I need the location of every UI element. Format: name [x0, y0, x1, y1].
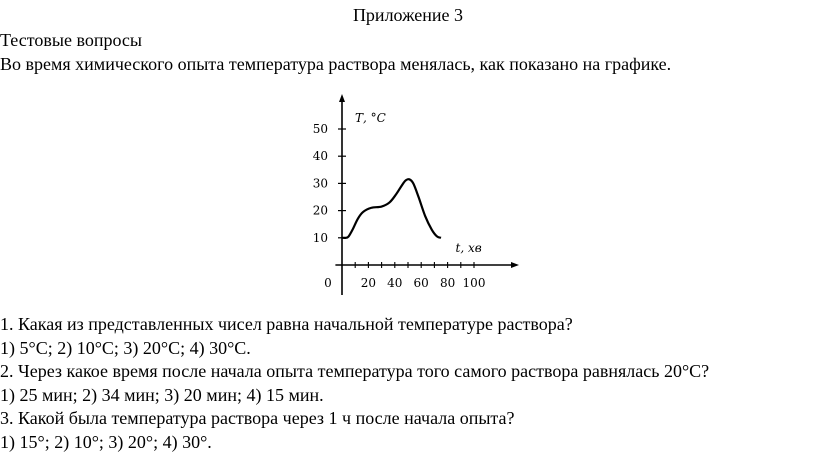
x-tick-label: 80 [439, 276, 456, 290]
answers-3: 1) 15°; 2) 10°; 3) 20°; 4) 30°. [0, 432, 212, 452]
question-3: 3. Какой была температура раствора через 1 ч после начала опыта? [0, 408, 515, 428]
x-axis-arrow [511, 262, 519, 268]
y-axis-arrow [339, 94, 345, 102]
intro-text: Во время химического опыта температура раствора менялась, как показано на графике. [0, 54, 672, 74]
question-1: 1. Какая из представленных чисел равна начальной температуре раствора? [0, 314, 573, 334]
y-tick-label: 40 [312, 149, 328, 164]
x-tick-label: 40 [387, 276, 403, 290]
x-tick-label: 20 [360, 276, 377, 290]
temperature-curve [342, 179, 441, 238]
y-axis-label: Т, °С [355, 111, 386, 125]
x-axis-label: t, хв [455, 241, 482, 255]
section-title: Тестовые вопросы [0, 30, 142, 50]
y-tick-label: 30 [312, 176, 328, 191]
question-2: 2. Через какое время после начала опыта температура того самого раствора равнялась 20°С? [0, 361, 710, 381]
y-tick-label: 20 [312, 203, 328, 218]
x-tick-label: 100 [462, 276, 486, 290]
x-tick-label: 60 [413, 276, 429, 290]
answers-1: 1) 5°С; 2) 10°С; 3) 20°С; 4) 30°С. [0, 338, 251, 358]
y-tick-label: 50 [312, 122, 328, 136]
temperature-chart-svg [300, 92, 530, 307]
temperature-chart [300, 92, 530, 307]
appendix-title: Приложение 3 [352, 5, 464, 25]
origin-label: 0 [324, 276, 332, 290]
y-tick-label: 10 [312, 230, 328, 245]
answers-2: 1) 25 мин; 2) 34 мин; 3) 20 мин; 4) 15 мин. [0, 385, 324, 405]
